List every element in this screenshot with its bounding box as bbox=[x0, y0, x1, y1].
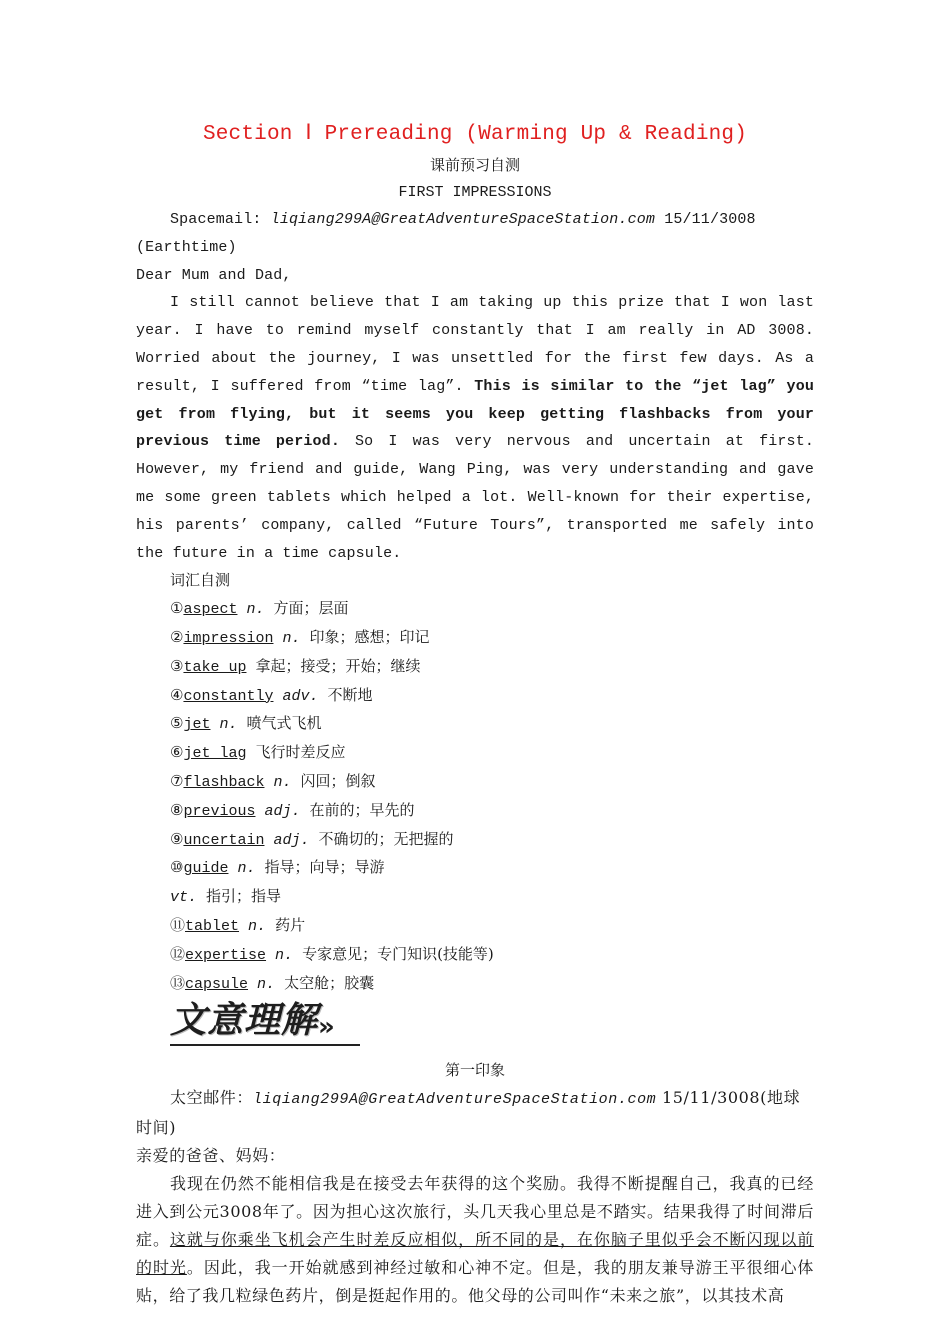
vocab-word: tablet bbox=[185, 917, 240, 935]
vocab-number: ⑩ bbox=[170, 858, 184, 877]
vocab-meaning: 印象；感想；印记 bbox=[309, 627, 430, 646]
vocab-meaning: 不确切的；无把握的 bbox=[318, 829, 454, 848]
vocab-number: ① bbox=[170, 599, 184, 618]
reading-paragraph bbox=[136, 289, 814, 567]
vocab-number: ⑪ bbox=[170, 915, 186, 934]
banner-text: 文意理解 bbox=[170, 1000, 319, 1042]
vocab-item bbox=[136, 941, 814, 970]
vocab-heading: 词汇自测 bbox=[170, 571, 231, 590]
vocab-item bbox=[136, 624, 814, 653]
vocab-pos: adj. bbox=[264, 802, 301, 820]
vocab-item bbox=[136, 883, 814, 912]
vocab-meaning: 闪回；倒叙 bbox=[300, 771, 376, 790]
vocab-item bbox=[136, 826, 814, 855]
section-title: Section Ⅰ Prereading (Warming Up & Reading) bbox=[202, 123, 748, 146]
translation-email-line bbox=[136, 1084, 814, 1142]
vocab-pos: n. bbox=[246, 601, 265, 619]
vocab-meaning: 不断地 bbox=[327, 685, 373, 704]
vocab-word: impression bbox=[183, 629, 274, 647]
paragraph-part2: So I was very nervous and uncertain at first. However, my friend and guide, Wang Ping, was very understanding and gave me some green tablets which helped a lot. Well-known for their expertise, his parents’ company, called “Future Tours”, transported me safely into the future in a time capsule. bbox=[136, 433, 815, 562]
vocab-word: expertise bbox=[185, 946, 267, 964]
vocab-word: jet lag bbox=[183, 745, 247, 763]
banner-underline bbox=[170, 1044, 360, 1046]
vocab-list bbox=[136, 595, 814, 998]
document-page bbox=[136, 118, 814, 1310]
vocab-item bbox=[136, 739, 814, 768]
vocab-pos: adv. bbox=[282, 687, 319, 705]
vocab-item bbox=[136, 970, 814, 999]
double-chevron-icon: » bbox=[318, 1012, 335, 1043]
vocab-meaning: 喷气式飞机 bbox=[246, 714, 322, 733]
vocab-meaning: 在前的；早先的 bbox=[309, 800, 415, 819]
reading-title: FIRST IMPRESSIONS bbox=[398, 184, 552, 201]
vocab-item bbox=[136, 682, 814, 711]
vocab-item bbox=[136, 653, 814, 682]
vocab-pos: n. bbox=[257, 975, 276, 993]
vocab-item bbox=[136, 768, 814, 797]
vocab-pos: n. bbox=[237, 860, 256, 878]
vocab-pos: n. bbox=[273, 773, 292, 791]
vocab-meaning: 药片 bbox=[275, 915, 306, 934]
vocab-word: uncertain bbox=[183, 831, 265, 849]
vocab-meaning: 指引；指导 bbox=[206, 887, 282, 906]
vocab-pos: n. bbox=[248, 917, 267, 935]
vocab-item bbox=[136, 854, 814, 883]
translation-email-address: liqiang299A@GreatAdventureSpaceStation.com bbox=[253, 1091, 657, 1109]
vocab-number: ⑧ bbox=[170, 800, 184, 819]
vocab-number: ⑦ bbox=[170, 771, 184, 790]
vocab-meaning: 太空舱；胶囊 bbox=[284, 973, 375, 992]
subtitle-cn: 课前预习自测 bbox=[429, 156, 520, 174]
vocab-meaning: 飞行时差反应 bbox=[255, 743, 346, 762]
vocab-number: ⑤ bbox=[170, 714, 184, 733]
vocab-meaning: 专家意见；专门知识(技能等) bbox=[302, 944, 494, 963]
greeting: Dear Mum and Dad, bbox=[136, 266, 292, 284]
paragraph-part1: I still cannot believe that I am taking up this prize that I won last year. I have to remind myself constantly that I am really in AD 3008. Worried about the journey, I was unsettled for the first few days. As a result, I suffered from “time lag”. bbox=[136, 294, 814, 395]
email-line bbox=[136, 206, 814, 262]
translation-part1: 我现在仍然不能相信我是在接受去年获得的这个奖励。我得不断提醒自己，我真的已经进入到公元3008年了。因为担心这次旅行，头几天我心里总是不踏实。结果我得了时间滞后症。 bbox=[136, 1174, 814, 1250]
vocab-meaning: 指导；向导；导游 bbox=[264, 858, 385, 877]
email-address: liqiang299A@GreatAdventureSpaceStation.com bbox=[270, 211, 656, 228]
vocab-item bbox=[136, 595, 814, 624]
translation-title: 第一印象 bbox=[444, 1061, 505, 1080]
translation-greeting: 亲爱的爸爸、妈妈： bbox=[136, 1146, 286, 1166]
translation-underlined-sentence: 这就与你乘坐飞机会产生时差反应相似，所不同的是，在你脑子里似乎会不断闪现以前的时光 bbox=[136, 1230, 814, 1278]
vocab-word: constantly bbox=[183, 687, 274, 705]
translation-email-label: 太空邮件： bbox=[170, 1088, 254, 1108]
vocab-pos: adj. bbox=[273, 831, 310, 849]
translation-email-date: 15/11/3008(地球时间) bbox=[136, 1088, 801, 1138]
vocab-word: take up bbox=[183, 658, 247, 676]
section-banner bbox=[170, 1000, 360, 1048]
vocab-item bbox=[136, 797, 814, 826]
vocab-number: ⑨ bbox=[170, 829, 184, 848]
vocab-pos: n. bbox=[282, 629, 301, 647]
vocab-number: ⑬ bbox=[170, 973, 186, 992]
vocab-item bbox=[136, 912, 814, 941]
vocab-number: ④ bbox=[170, 685, 184, 704]
vocab-word: flashback bbox=[183, 773, 265, 791]
vocab-word: guide bbox=[183, 860, 229, 878]
paragraph-bold-sentence: This is similar to the “jet lag” you get from flying, but it seems you keep getting flashbacks from your previous time period. bbox=[136, 377, 814, 451]
vocab-pos: n. bbox=[275, 946, 294, 964]
vocab-meaning: 方面；层面 bbox=[273, 599, 349, 618]
vocab-meaning: 拿起；接受；开始；继续 bbox=[255, 656, 421, 675]
vocab-pos: vt. bbox=[170, 889, 198, 907]
vocab-word: jet bbox=[183, 716, 211, 734]
vocab-pos: n. bbox=[219, 716, 238, 734]
vocab-item bbox=[136, 710, 814, 739]
vocab-number: ③ bbox=[170, 656, 184, 675]
vocab-number: ⑫ bbox=[170, 944, 186, 963]
email-label: Spacemail: bbox=[170, 211, 271, 228]
vocab-word: previous bbox=[183, 802, 256, 820]
vocab-number: ⑥ bbox=[170, 743, 184, 762]
translation-paragraph bbox=[136, 1170, 814, 1310]
vocab-number: ② bbox=[170, 627, 184, 646]
email-date: 15/11/3008 (Earthtime) bbox=[136, 211, 756, 256]
translation-part2: 。因此，我一开始就感到神经过敏和心神不定。但是，我的朋友兼导游王平很细心体贴，给了我几粒绿色药片，倒是挺起作用的。他父母的公司叫作“未来之旅”，以其技术高 bbox=[136, 1258, 815, 1306]
vocab-word: aspect bbox=[183, 601, 238, 619]
vocab-word: capsule bbox=[185, 975, 249, 993]
